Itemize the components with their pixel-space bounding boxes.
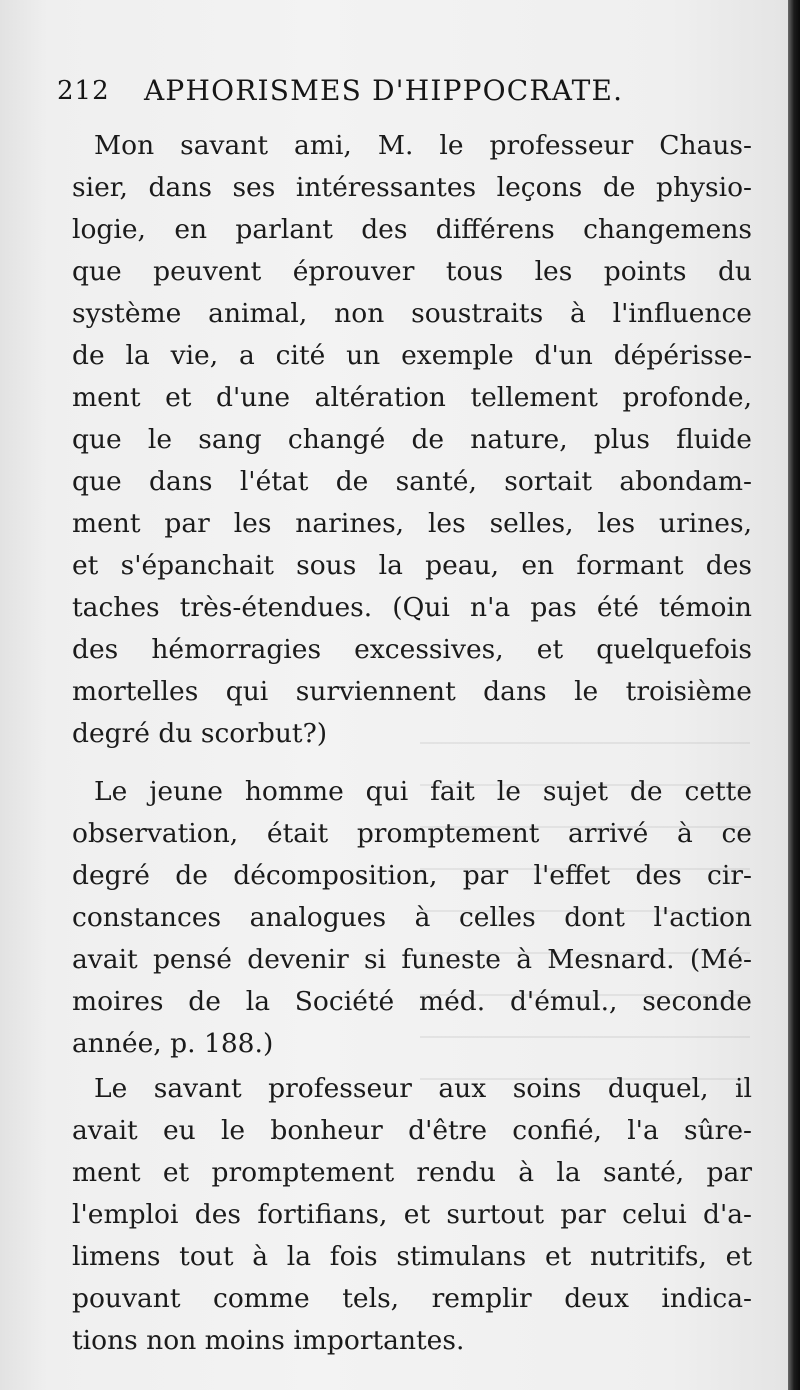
text-line: ment par les narines, les selles, les urines, [72,508,752,539]
text-line: l'emploi des fortifians, et surtout par celui d'a- [72,1199,752,1230]
text-line: avait eu le bonheur d'être confié, l'a sûre- [72,1115,752,1146]
paragraph-2 [72,771,752,1065]
text-line: système animal, non soustraits à l'influence [72,298,752,329]
text-line: ment et d'une altération tellement profonde, [72,382,752,413]
text-line: taches très-étendues. (Qui n'a pas été témoin [72,592,752,623]
text-line: et s'épanchait sous la peau, en formant des [72,550,752,581]
text-line: Le savant professeur aux soins duquel, il [94,1073,752,1104]
page-number: 212 [57,76,110,106]
text-line: que dans l'état de santé, sortait abondam- [72,466,752,497]
text-line: avait pensé devenir si funeste à Mesnard. (Mé- [72,944,752,975]
paragraph-3 [72,1068,752,1362]
text-line: logie, en parlant des différens changemens [72,214,752,245]
text-line: moires de la Société méd. d'émul., seconde [72,986,752,1017]
running-title: APHORISMES D'HIPPOCRATE. [144,74,624,107]
text-line: des hémorragies excessives, et quelquefois [72,634,752,665]
text-line: constances analogues à celles dont l'action [72,902,752,933]
text-line: observation, était promptement arrivé à ce [72,818,752,849]
text-line: tions non moins importantes. [72,1325,465,1356]
text-line: ment et promptement rendu à la santé, par [72,1157,752,1188]
page-header [57,68,737,112]
text-line: degré du scorbut?) [72,718,328,749]
text-line: que le sang changé de nature, plus fluide [72,424,752,455]
text-line: que peuvent éprouver tous les points du [72,256,752,287]
text-line: pouvant comme tels, remplir deux indica- [72,1283,752,1314]
paragraph-1 [72,125,752,755]
book-spine-shadow [788,0,800,1390]
text-line: Mon savant ami, M. le professeur Chaus- [94,130,752,161]
text-line: degré de décomposition, par l'effet des cir- [72,860,752,891]
text-line: année, p. 188.) [72,1028,274,1059]
text-line: mortelles qui surviennent dans le troisième [72,676,752,707]
text-line: limens tout à la fois stimulans et nutritifs, et [72,1241,752,1272]
text-line: de la vie, a cité un exemple d'un dépérisse- [72,340,752,371]
text-line: Le jeune homme qui fait le sujet de cette [94,776,752,807]
text-line: sier, dans ses intéressantes leçons de physio- [72,172,752,203]
